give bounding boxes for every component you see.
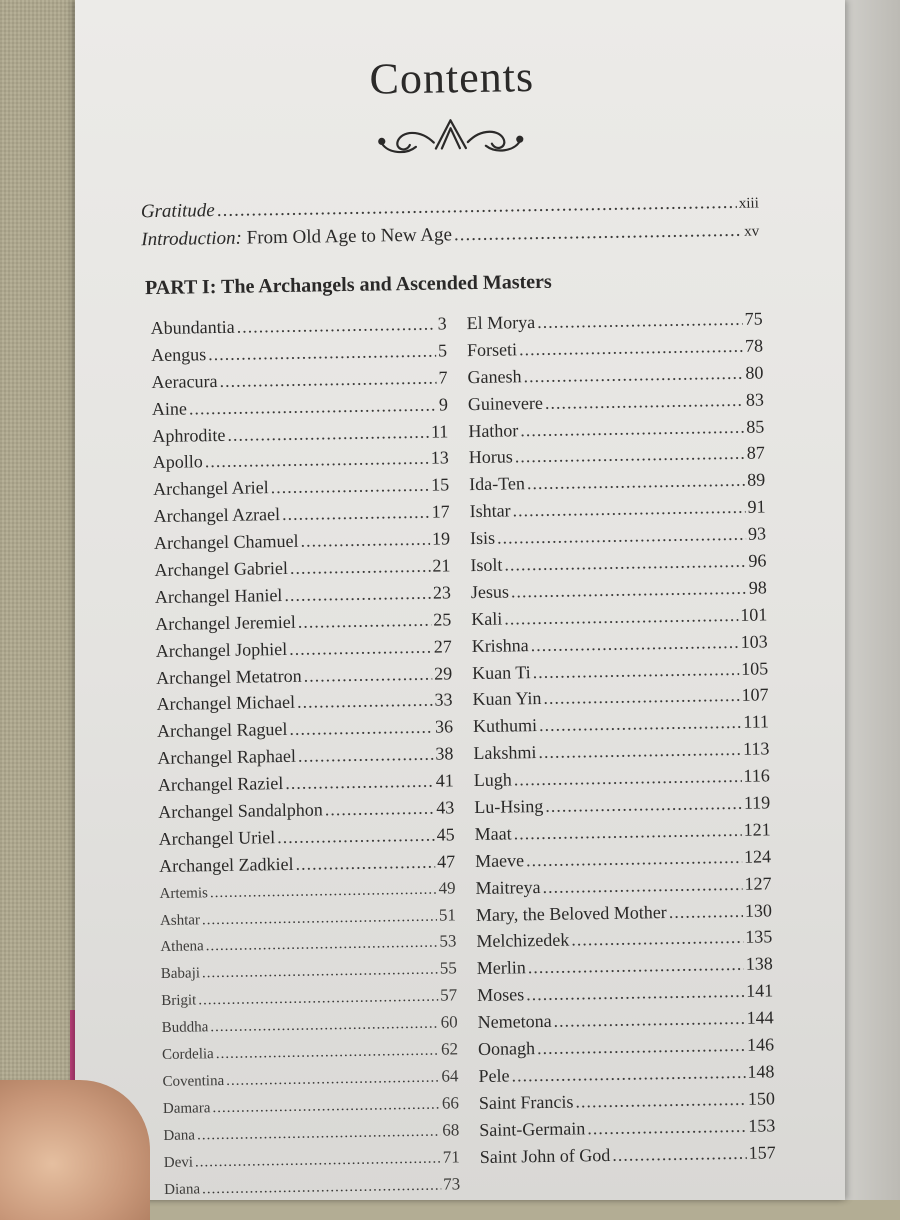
toc-entry-page: 53: [439, 929, 456, 956]
front-entry-page: xiii: [739, 195, 759, 212]
part-heading: PART I: The Archangels and Ascended Masters: [145, 271, 552, 300]
toc-entry-page: 36: [435, 714, 453, 741]
toc-entry-page: 29: [434, 660, 452, 687]
toc-entry[interactable]: [480, 1139, 776, 1171]
toc-entry-name: Archangel Michael: [156, 689, 295, 718]
front-entry-page: xv: [744, 223, 759, 240]
toc-entry-page: 130: [745, 897, 772, 924]
toc-entry-page: 157: [749, 1139, 776, 1166]
toc-column-right: [466, 305, 775, 1170]
toc-entry-page: 153: [748, 1112, 775, 1139]
toc-entry-name: Jesus: [471, 578, 509, 606]
toc-entry-page: 33: [434, 687, 452, 714]
toc-entry-page: 25: [433, 606, 451, 633]
toc-entry-name: Maeve: [475, 847, 524, 875]
toc-entry-name: Archangel Azrael: [153, 501, 280, 530]
toc-entry-page: 91: [747, 494, 765, 521]
toc-entry-page: 66: [442, 1090, 459, 1117]
toc-entry-page: 62: [441, 1036, 458, 1063]
page-content: [66, 0, 855, 1206]
toc-entry-page: 51: [439, 902, 456, 929]
toc-entry-name: Krishna: [472, 632, 529, 660]
toc-entry-name: Archangel Zadkiel: [159, 851, 294, 880]
leader-dots: [295, 848, 435, 877]
leader-dots: [526, 844, 742, 874]
toc-column-left: [150, 310, 460, 1202]
toc-entry-name: Kuthumi: [473, 712, 537, 740]
leader-dots: [520, 413, 744, 443]
toc-entry-page: 3: [437, 310, 446, 337]
toc-entry-page: 107: [741, 682, 768, 709]
toc-entry-page: 15: [431, 472, 449, 499]
toc-entry-name: Saint Francis: [479, 1088, 574, 1116]
toc-entry-page: 105: [741, 655, 768, 682]
toc-entry-page: 38: [435, 741, 453, 768]
toc-entry-page: 11: [431, 418, 449, 445]
leader-dots: [298, 741, 434, 770]
toc-entry-name: Isolt: [470, 552, 502, 579]
toc-entry-page: 57: [440, 983, 457, 1010]
book-page: [75, 0, 845, 1200]
leader-dots: [543, 682, 740, 712]
leader-dots: [497, 521, 746, 552]
leader-dots: [300, 526, 430, 555]
toc-entry-name: Ishtar: [469, 498, 510, 526]
leader-dots: [511, 575, 747, 606]
toc-entry-page: 71: [443, 1144, 460, 1171]
toc-entry-name: Pele: [478, 1062, 509, 1089]
toc-entry-name: Hathor: [468, 417, 518, 445]
toc-entry-page: 80: [745, 359, 763, 386]
toc-entry-name: Archangel Uriel: [159, 824, 276, 853]
toc-entry-name: Lakshmi: [473, 739, 536, 767]
toc-entry-page: 17: [431, 499, 449, 526]
toc-entry-page: 121: [743, 816, 770, 843]
toc-entry-name: Babaji: [161, 961, 201, 989]
leader-dots: [512, 494, 745, 525]
leader-dots: [519, 333, 743, 363]
leader-dots: [290, 553, 431, 582]
toc-entry-page: 55: [440, 956, 457, 983]
toc-entry-page: 13: [431, 445, 449, 472]
toc-entry-name: Archangel Raphael: [157, 743, 296, 772]
leader-dots: [277, 822, 435, 851]
toc-entry-name: Mary, the Beloved Mother: [476, 899, 667, 929]
toc-entry-page: 113: [743, 736, 770, 763]
toc-entry-page: 101: [740, 601, 767, 628]
toc-entry-name: Aengus: [151, 341, 206, 369]
toc-entry-page: 98: [749, 574, 767, 601]
toc-entry-page: 60: [440, 1009, 457, 1036]
leader-dots: [542, 871, 742, 901]
toc-entry-name: Isis: [470, 525, 495, 552]
toc-entry-page: 68: [442, 1117, 459, 1144]
leader-dots: [208, 337, 436, 367]
toc-entry-name: Artemis: [159, 880, 208, 908]
toc-entry-name: Archangel Raziel: [158, 770, 284, 799]
toc-entry-name: Aeracura: [151, 368, 217, 396]
toc-entry-name: Archangel Ariel: [153, 475, 269, 504]
leader-dots: [504, 602, 738, 633]
toc-entry-name: Kuan Ti: [472, 659, 531, 687]
toc-entry-name: Archangel Raguel: [157, 716, 288, 745]
toc-entry-page: 96: [748, 547, 766, 574]
toc-entry-page: 78: [745, 332, 763, 359]
toc-entry-page: 87: [747, 440, 765, 467]
leader-dots: [284, 580, 431, 609]
toc-entry-name: Archangel Gabriel: [154, 555, 288, 584]
leader-dots: [504, 548, 746, 579]
toc-entry-page: 138: [746, 951, 773, 978]
toc-entry-page: 124: [744, 843, 771, 870]
leader-dots: [289, 633, 432, 662]
toc-entry-name: Damara: [163, 1095, 211, 1123]
toc-entry-page: 83: [746, 386, 764, 413]
leader-dots: [531, 629, 739, 659]
toc-entry-name: Saint-Germain: [479, 1115, 585, 1144]
toc-entry-page: 5: [438, 337, 447, 364]
leader-dots: [571, 924, 743, 954]
leader-dots: [325, 795, 435, 824]
leader-dots: [669, 897, 744, 925]
leader-dots: [532, 655, 739, 685]
toc-entry-name: Lu-Hsing: [474, 793, 543, 821]
leader-dots: [189, 391, 437, 422]
leader-dots: [553, 1005, 744, 1035]
toc-front-entry[interactable]: [141, 219, 759, 251]
toc-entry-page: 49: [438, 875, 455, 902]
toc-entry-name: Diana: [164, 1176, 200, 1203]
thumb: [0, 1080, 150, 1220]
toc-entry-name: Moses: [477, 982, 524, 1010]
leader-dots: [523, 360, 743, 390]
leader-dots: [545, 386, 744, 416]
floral-flourish-icon: [375, 111, 526, 159]
toc-entry-page: 93: [748, 521, 766, 548]
toc-entry-page: 73: [443, 1171, 460, 1198]
toc-entry-page: 111: [743, 709, 769, 736]
toc-entry-name: Kuan Yin: [472, 685, 541, 713]
toc-entry-name: Maat: [474, 820, 511, 847]
leader-dots: [285, 768, 434, 797]
leader-dots: [528, 951, 744, 981]
leader-dots: [575, 1086, 746, 1116]
page-title: Contents: [66, 46, 837, 109]
toc-entry-name: Ashtar: [160, 907, 200, 935]
leader-dots: [454, 220, 743, 247]
toc-entry-page: 150: [748, 1085, 775, 1112]
toc-entry-page: 75: [744, 305, 762, 332]
leader-dots: [539, 709, 742, 739]
toc-entry-name: Aphrodite: [152, 421, 225, 449]
leader-dots: [537, 1032, 745, 1062]
leader-dots: [545, 790, 742, 820]
toc-entry-name: Buddha: [161, 1014, 208, 1042]
toc-entry[interactable]: [164, 1171, 460, 1203]
toc-entry-page: 27: [434, 633, 452, 660]
toc-entry-name: Oonagh: [478, 1035, 535, 1063]
toc-entry-name: Maitreya: [475, 874, 540, 902]
toc-entry-name: Archangel Jeremiel: [155, 609, 296, 638]
toc-entry-name: Aine: [152, 395, 187, 422]
toc-entry-name: Ganesh: [467, 363, 521, 391]
toc-entry-name: Coventina: [162, 1068, 224, 1096]
toc-entry-page: 47: [437, 848, 455, 875]
toc-entry-name: Devi: [164, 1149, 194, 1176]
leader-dots: [538, 736, 741, 766]
toc-entry-name: Forseti: [467, 336, 517, 364]
toc-entry-name: Guinevere: [468, 390, 543, 418]
toc-entry-page: 7: [438, 364, 447, 391]
leader-dots: [297, 687, 433, 716]
toc-entry-name: Lugh: [474, 767, 512, 794]
leader-dots: [513, 817, 741, 847]
toc-entry-name: Abundantia: [150, 314, 234, 342]
toc-entry-page: 64: [441, 1063, 458, 1090]
leader-dots: [236, 311, 435, 341]
leader-dots: [514, 763, 742, 793]
leader-dots: [227, 418, 429, 448]
toc-entry-name: Archangel Sandalphon: [158, 796, 323, 825]
leader-dots: [612, 1139, 747, 1168]
front-entry-suffix: From Old Age to New Age: [242, 224, 452, 248]
toc-entry-page: 141: [746, 978, 773, 1005]
leader-dots: [587, 1113, 746, 1142]
toc-entry-page: 144: [746, 1005, 773, 1032]
toc-entry-page: 135: [745, 924, 772, 951]
toc-entry-name: Nemetona: [477, 1008, 551, 1036]
toc-entry-page: 45: [436, 821, 454, 848]
toc-entry-page: 127: [744, 870, 771, 897]
leader-dots: [526, 978, 744, 1008]
toc-entry-name: El Morya: [466, 309, 535, 337]
toc-entry-name: Brigit: [161, 988, 196, 1015]
leader-dots: [270, 472, 429, 501]
leader-dots: [527, 467, 746, 497]
toc-entry-page: 41: [436, 767, 454, 794]
leader-dots: [303, 660, 432, 689]
toc-entry-page: 85: [746, 413, 764, 440]
leader-dots: [202, 1172, 442, 1203]
toc-entry-name: Merlin: [477, 955, 526, 983]
toc-entry-page: 43: [436, 794, 454, 821]
leader-dots: [515, 440, 745, 471]
toc-entry-name: Archangel Metatron: [156, 662, 302, 691]
toc-entry-page: 146: [747, 1031, 774, 1058]
leader-dots: [289, 714, 433, 743]
leader-dots: [282, 499, 430, 528]
toc-entry-name: Archangel Chamuel: [154, 528, 299, 557]
toc-entry-page: 89: [747, 467, 765, 494]
toc-entry-page: 23: [433, 579, 451, 606]
toc-entry-name: Cordelia: [162, 1041, 214, 1069]
toc-entry-name: Horus: [469, 444, 513, 472]
leader-dots: [511, 1059, 745, 1090]
toc-entry-page: 21: [432, 552, 450, 579]
toc-entry-name: Apollo: [153, 449, 203, 477]
leader-dots: [219, 364, 436, 394]
leader-dots: [217, 192, 737, 222]
leader-dots: [298, 606, 432, 635]
toc-entry-page: 116: [743, 763, 770, 790]
toc-entry-page: 9: [439, 391, 448, 418]
toc-entry-name: Archangel Haniel: [155, 582, 283, 611]
leader-dots: [205, 445, 429, 475]
toc-front-entry[interactable]: [141, 191, 759, 223]
toc-entry-name: Melchizedek: [476, 927, 569, 955]
leader-dots: [537, 306, 743, 336]
front-entry-label: Gratitude: [141, 200, 215, 222]
toc-entry-name: Athena: [160, 934, 204, 962]
toc-entry-page: 148: [747, 1058, 774, 1085]
toc-entry-name: Dana: [163, 1122, 195, 1149]
toc-entry-name: Saint John of God: [480, 1142, 611, 1171]
toc-entry-page: 119: [744, 789, 771, 816]
toc-entry-page: 19: [432, 526, 450, 553]
toc-entry-name: Ida-Ten: [469, 471, 525, 499]
toc-entry-page: 103: [740, 628, 767, 655]
toc-entry-name: Archangel Jophiel: [156, 636, 288, 665]
front-entry-label: Introduction:: [141, 228, 242, 251]
toc-entry-name: Kali: [471, 605, 502, 632]
